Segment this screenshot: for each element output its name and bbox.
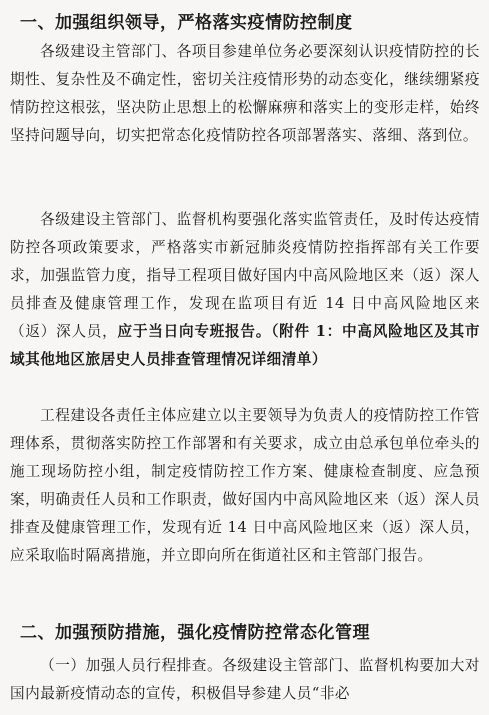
paragraph-4 [10, 652, 480, 708]
paragraph-2 [10, 206, 480, 374]
section-heading-1: 一、加强组织领导，严格落实疫情防控制度 [20, 13, 353, 33]
paragraph-1-text: 各级建设主管部门、各项目参建单位务必要深刻认识疫情防控的长期性、复杂性及不确定性，密切关注疫情形势的动态变化，继续绷紧疫情防控这根弦，坚决防止思想上的松懈麻痹和落实上的变形走样，始终坚持问题导向，切实把常态化疫情防控各项部署落实、落细、落到位。 [10, 43, 480, 144]
paragraph-2-text: 各级建设主管部门、监督机构要强化落实监管责任，及时传达疫情防控各项政策要求，严格落实市新冠肺炎疫情防控指挥部有关工作要求，加强监管力度，指导工程项目做好国内中高风险地区来（返）深人员排查及健康管理工作，发现在监项目有近 14 日中高风险地区来（返）深人员， [10, 211, 480, 340]
paragraph-4-text: （一）加强人员行程排查。各级建设主管部门、监督机构要加大对国内最新疫情动态的宣传，积极倡导参建人员“非必 [10, 657, 480, 702]
section-heading-2: 二、加强预防措施，强化疫情防控常态化管理 [20, 623, 370, 643]
paragraph-2-bold-text: 应于当日向专班报告。（附件 1：中高风险地区及其市域其他地区旅居史人员排查管理情况详细清单） [10, 323, 480, 368]
paragraph-1 [10, 38, 480, 150]
paragraph-3-text: 工程建设各责任主体应建立以主要领导为负责人的疫情防控工作管理体系，贯彻落实防控工作部署和有关要求，成立由总承包单位牵头的施工现场防控小组，制定疫情防控工作方案、健康检查制度、应急预案，明确责任人员和工作职责，做好国内中高风险地区来（返）深人员排查及健康管理工作，发现有近 14 日中高风险地区来（返）深人员，应采取临时隔离措施，并立即向所在街道社区和主管部门报告。 [10, 407, 480, 564]
paragraph-3 [10, 402, 480, 570]
